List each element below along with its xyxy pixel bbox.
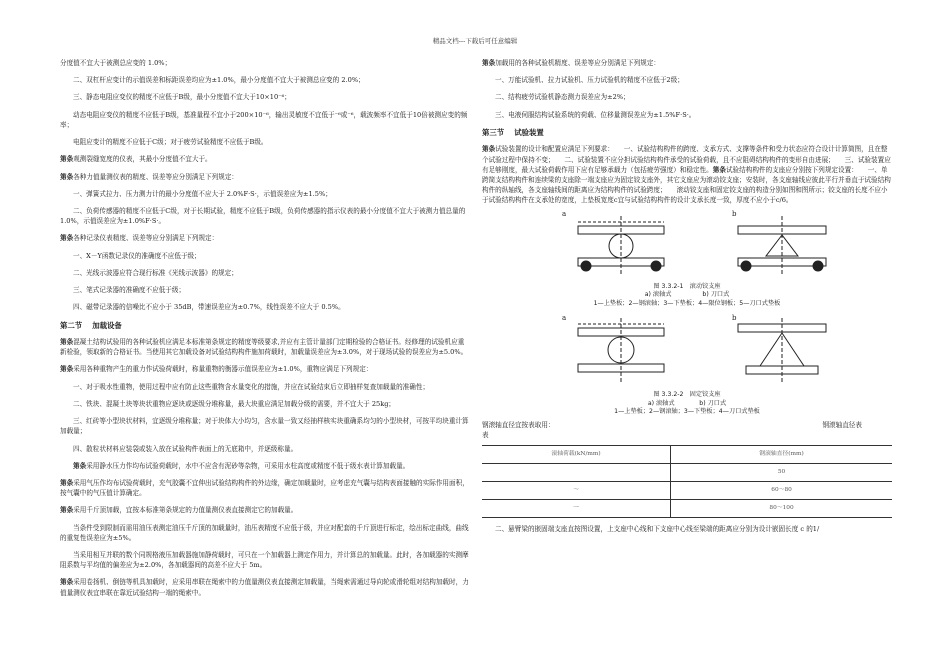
- clause-text: 采用静水压力作均布试验荷载时，水中不应含有泥砂等杂物，可采用水柱高度或精度不低于级水表计算加载量。: [86, 461, 410, 470]
- clause-label: 第条: [60, 155, 74, 164]
- right-column: [482, 58, 892, 541]
- table-header-row: [482, 445, 892, 463]
- table-label: 表: [482, 431, 489, 440]
- section-number: 第三节: [482, 127, 505, 137]
- clause: [60, 461, 470, 471]
- clause-label: 第条: [60, 578, 74, 587]
- paragraph: 二、光线示波器应符合现行标准《光线示波器》的规定；: [73, 268, 238, 277]
- table-header-cell: 钢滚轴直径(mm): [671, 445, 892, 463]
- clause-label: 第条: [60, 337, 74, 346]
- figure-sublabel-a: a: [562, 209, 567, 218]
- clause: [60, 233, 470, 243]
- fixed-support-drawing: [482, 310, 892, 388]
- paragraph: 电阻应变计的精度不应低于C级；对于疲劳试验精度不应低于B级。: [73, 138, 268, 147]
- figure-rolling-support: [482, 208, 892, 308]
- clause-label: 第条: [712, 165, 726, 174]
- paragraph: 当条件受到限制而需用油压表测定油压千斤顶的加载量时，油压表精度不应低于级，并应对配套的千斤顶进行标定，绘出标定曲线，曲线的重复性误差应为±5%。: [60, 523, 469, 542]
- clause-label: 第条: [482, 59, 496, 67]
- paragraph: 二、双杠杆应变计的示值误差和标距误差均应为±1.0%，最小分度值不宜大于被测总应变的 2.0%；: [73, 76, 365, 85]
- table-row: [482, 499, 892, 517]
- figure-caption: 图 3.3.2-2 固定铰支座: [653, 391, 721, 399]
- clause: [60, 364, 470, 374]
- table-cell: 80～100: [671, 499, 892, 517]
- figure-subcaption: a) 滚轴式 b) 刀口式: [644, 291, 730, 299]
- rolling-support-drawing: [482, 208, 892, 280]
- figure-parts: 1—上垫板；2—钢滚轴；3—下垫板；4—刀口式垫板: [614, 407, 760, 415]
- clause-text: 各种力值量测仪表的精度、误差等应分别满足下列规定：: [73, 172, 239, 181]
- clause-text: 各种记录仪表精度、误差等应分别满足下列规定：: [73, 234, 219, 243]
- clause: [60, 337, 470, 357]
- section-title: 试验装置: [514, 127, 544, 137]
- table-cell: [482, 463, 671, 481]
- clause: [60, 478, 470, 498]
- paragraph: 一、万能试验机、拉力试验机、压力试验机的精度不应低于2级；: [495, 76, 684, 85]
- paragraph: 当采用相互并联的数个同规格液压加载器施加静荷载时，可只在一个加载器上测定作用力，并计算总的加载量。此时，各加载器的实测摩阻系数与平均值的偏差应为±2.0%，各加载器间的高差不应大于 5m。: [60, 551, 469, 570]
- clause-text: 加载用的各种试验机精度、误差等应分别满足下列规定：: [495, 59, 661, 67]
- clause-text: 试验装置的设计和配置应满足下列要求： 一、试验结构构件的跨度、支承方式、支撑等条件和受力状态应符合设计计算简图，且在整个试验过程中保持不变； 二、试验装置不应分担试验结构构件承受的试验荷载，且不应阻碍结构构件的变形自由进展； 三、试验装置应有足够刚度，最大试验荷载作用下应有足够承载力（包括疲劳强度）和稳定性。: [482, 145, 891, 174]
- figure-subcaption: a) 滚轴式 b) 刀口式: [647, 399, 727, 407]
- clause: [60, 154, 470, 164]
- clause-text: 混凝土结构试验用的各种试验机应满足本标准第条规定的精度等级要求,并应有主管计量部门定期检验的合格证书。经修理的试验机应重新检验，领取新的合格证书。当使用其它加载设备对试验结构构件施加荷载时，加载量误差应为±3.0%，对于现场试验的误差应为±5.0%。: [60, 337, 468, 357]
- clause-text: 采用千斤顶加载，宜按本标准第条规定的力值量测仪表直接测定它的加载量。: [73, 506, 298, 515]
- paragraph: 二、铁块、混凝土块等块状重物应逐块或逐级分堆称量，最大块重应满足加载分级的需要，并不宜大于 25kg；: [73, 399, 396, 408]
- section-heading: [482, 127, 892, 138]
- clause: [482, 144, 892, 205]
- clause: [60, 172, 470, 182]
- clause-label: 第条: [482, 145, 496, 154]
- clause-label: 第条: [60, 234, 74, 243]
- figure-parts: 1—上垫板；2—钢滚轴；3—下垫板；4—限位钢板；5—刀口式垫板: [593, 299, 781, 307]
- paragraph: 二、悬臂梁的嵌固端支座直按图设置，上支座中心线和下支座中心线至梁端的距离应分别为设计嵌固长度 c 的1/: [495, 524, 820, 533]
- figure-sublabel-a: a: [562, 313, 567, 322]
- roller-diameter-table: [482, 445, 892, 518]
- paragraph: 二、负荷传感器的精度不应低于C级，对于长期试验，精度不应低于B级，负荷传感器的指示仪表的最小分度值不宜大于被测力值总量的1.0%，示值误差应为±1.0%F·S·。: [60, 206, 466, 226]
- table-cell: ～: [482, 481, 671, 499]
- paragraph: 分度值不宜大于被测总应变的 1.0%；: [60, 59, 172, 67]
- table-row: [482, 481, 892, 499]
- paragraph: 一、X－Y函数记录仪的准确度不应低于级；: [73, 251, 201, 260]
- clause: [60, 505, 470, 515]
- clause-text: 采用气压作均布试验荷载时，充气胶囊不宜伸出试验结构构件的外边缘，确定加载量时，应考虑充气囊与结构表面接触的实际作用面积，按气囊中的气压值计算确定。: [60, 478, 469, 498]
- clause-label: 第条: [60, 172, 74, 181]
- table-cell: 50: [671, 463, 892, 481]
- figure-sublabel-b: b: [732, 313, 737, 322]
- table-heading-row: [482, 420, 892, 430]
- page-header: 精品文档---下载后可任意编辑: [432, 37, 518, 45]
- paragraph: 一、对于吸水性重物，使用过程中应有防止这些重物含水量变化的措施，并应在试验结束后立即抽样复查加载量的准确性；: [73, 382, 430, 391]
- table-header-cell: 滚轴荷载(kN/mm): [482, 445, 671, 463]
- paragraph: 二、结构疲劳试验机静态测力误差应为±2%；: [495, 93, 630, 102]
- clause: [60, 577, 470, 597]
- table-cell: 一: [482, 499, 671, 517]
- clause-label: 第条: [60, 365, 74, 374]
- paragraph: 动态电阻应变仪的精度不应低于B级，基准量程不宜小于200×10⁻⁶，输出灵敏度不宜低于⁻⁶或⁻⁶，载波频率不宜低于10倍被测应变的频率；: [60, 110, 468, 129]
- paragraph: 三、笔式记录器的准确度不应低于级；: [73, 286, 186, 295]
- clause-text: 试验结构构件的支座应分别按下列规定设置： 一、单跨简支结构构件和连续梁的支座除一端支座应为固定铰支座外，其它支座应为滚动铰支座；安装时，各支座轴线应彼此平行并垂直于试验结构构件的纵轴线，各支座轴线间的距离应为结构构件的试验跨度； 滚动铰支座和固定铰支座的构造分别如图和图所示；铰支座的长度不应小于试验结构构件在支承处的宽度，上垫板宽度c宜与试验结构构件的设计支承长度一致，厚度不应小于c/6。: [482, 165, 891, 205]
- table-title: 钢滚轴直径表: [822, 421, 862, 430]
- figure-caption: 图 3.3.2-1 滚动铰支座: [653, 282, 721, 290]
- paragraph: 三、电液伺服结构试验系统的荷载、位移量测误差应为±1.5%F·S·。: [495, 110, 696, 119]
- clause-label: 第条: [73, 461, 87, 470]
- section-number: 第二节: [60, 320, 83, 330]
- paragraph: 三、红砖等小型块状材料，宜逐级分堆称量；对于块体大小均匀，含水量一致又经抽样核实块重确系均匀的小型块材，可按平均块重计算加载量；: [60, 417, 469, 436]
- paragraph: 三、静态电阻应变仪的精度不应低于B级，最小分度值不宜大于10×10⁻⁶；: [73, 93, 291, 102]
- section-title: 加载设备: [92, 320, 122, 330]
- table-row: [482, 463, 892, 481]
- paragraph: 四、散粒状材料应装袋或装入放在试验构件表面上的无底箱中，并逐级称量。: [73, 444, 298, 453]
- table-intro: 钢滚轴直径宜按表取用：: [482, 421, 555, 430]
- clause: [482, 58, 892, 68]
- paragraph: 一、弹簧式拉力、压力测力计的最小分度值不应大于 2.0%F·S·，示值误差应为±1.5%；: [73, 189, 332, 198]
- section-heading: [60, 320, 470, 331]
- clause-text: 采用卷扬机、倒链等机具加载时，应采用串联在绳索中的力值量测仪表直接测定加载量，当绳索需通过导向轮或滑轮组对结构加载时，力值量测仪表宜串联在靠近试验结构一端的绳索中。: [60, 578, 469, 597]
- paragraph: 四、磁带记录器的信噪比不应小于 35dB，带速误差应为±0.7%，线性误差不应大于 0.5%。: [73, 303, 345, 312]
- figure-fixed-support: [482, 310, 892, 416]
- clause-label: 第条: [60, 478, 74, 487]
- figure-sublabel-b: b: [732, 209, 737, 218]
- clause-text: 采用各种重物产生的重力作试验荷载时，称量重物的衡器示值误差应为±1.0%，重物应满足下列规定：: [73, 365, 373, 374]
- clause-label: 第条: [60, 506, 74, 515]
- table-cell: 60～80: [671, 481, 892, 499]
- clause-text: 观测裂缝宽度的仪表，其最小分度值不宜大于。: [73, 155, 212, 164]
- left-column: [60, 58, 470, 605]
